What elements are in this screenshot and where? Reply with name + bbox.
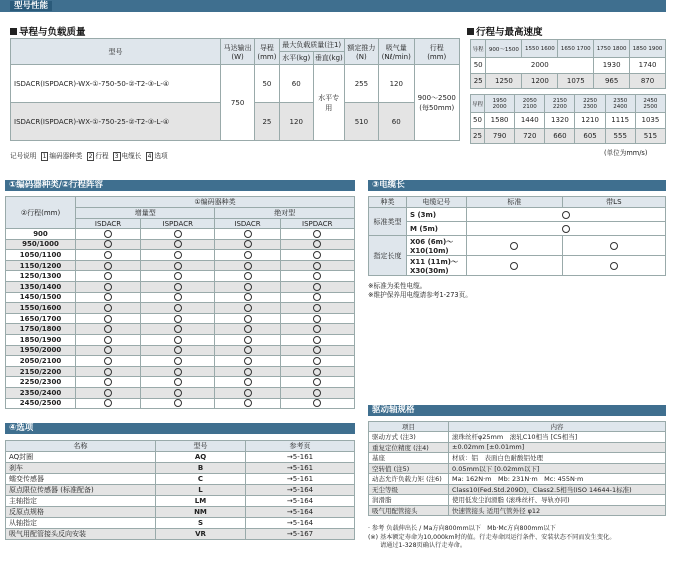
stroke-cell: 1950/2000 xyxy=(6,345,76,356)
table-row xyxy=(6,324,355,335)
circle-icon xyxy=(174,293,182,301)
option-page: →5-167 xyxy=(246,529,355,540)
drive-content: 滚珠丝杆φ25mm 滚轧C10相当 [C5相当] xyxy=(449,432,666,443)
speed-table-1 xyxy=(470,39,666,89)
option-name: 原点限位传感器 (标准配备) xyxy=(6,485,156,496)
stroke-cell: 1550/1600 xyxy=(6,303,76,314)
circle-icon xyxy=(244,399,252,407)
cable-notes: ※标准为柔性电缆。 ※维护保养用电缆请参考1-273页。 xyxy=(368,282,472,299)
option-code: L xyxy=(156,485,246,496)
table-row xyxy=(6,250,355,261)
circle-icon xyxy=(174,272,182,280)
circle-icon xyxy=(510,262,518,270)
vert-cell: 水平专用 xyxy=(313,65,344,141)
circle-icon xyxy=(244,315,252,323)
circle-icon xyxy=(104,336,112,344)
col-maxload: 最大负载质量(注1) xyxy=(279,39,344,52)
circle-icon xyxy=(313,315,321,323)
drive-item: 动态允许负载力矩 (注6) xyxy=(369,474,449,485)
table-row xyxy=(369,474,666,485)
vac-cell: 60 xyxy=(379,103,415,141)
table-row: 25 1250 1200 1075 965 870 xyxy=(471,73,666,89)
circle-icon xyxy=(244,240,252,248)
circle-icon xyxy=(244,368,252,376)
drive-table: 项目 内容 驱动方式 (注3) 滚珠丝杆φ25mm 滚轧C10相当 [C5相当] 重复定位精度 (注4) ±0.02mm [±0.01mm] 基座 材质：铝 表面白色耐酸铝处理 空转值 (注5) 0.05mm以下 [0.02mm以下] 动态允许负载力矩 (注6) Ma: 162N·m Mb: 231N·m Mc: 455N·m 无尘等级 Class10(Fed.Std.209D)、Class2.5相当(ISO 14644-1标准) 润滑脂 使用低发尘润滑脂 (滚珠丝杆、导轨亦同) 吸气用配管接头 快速管接头 适用气管外径 φ12 xyxy=(368,421,666,516)
page-title-bar xyxy=(0,0,666,12)
circle-icon xyxy=(104,399,112,407)
circle-icon xyxy=(104,251,112,259)
stroke-cell: 1450/1500 xyxy=(6,292,76,303)
option-code: S xyxy=(156,518,246,529)
option-code: C xyxy=(156,474,246,485)
circle-icon xyxy=(104,315,112,323)
option-page: →5-161 xyxy=(246,463,355,474)
enc-heading: ①编码器种类/②行程阵容 xyxy=(5,180,355,191)
table-row xyxy=(369,442,666,453)
drive-item: 吸气用配管接头 xyxy=(369,505,449,516)
option-code: NM xyxy=(156,507,246,518)
table-row xyxy=(6,229,355,240)
col-model: 型号 xyxy=(11,39,221,65)
drive-content: 材质：铝 表面白色耐酸铝处理 xyxy=(449,453,666,464)
table-row xyxy=(6,239,355,250)
table-row xyxy=(6,518,355,529)
stroke-cell: 1650/1700 xyxy=(6,313,76,324)
circle-icon xyxy=(244,293,252,301)
circle-icon xyxy=(174,251,182,259)
table-row: M (5m) xyxy=(369,222,666,236)
drive-content: Ma: 162N·m Mb: 231N·m Mc: 455N·m xyxy=(449,474,666,485)
table-row xyxy=(6,366,355,377)
circle-icon xyxy=(104,357,112,365)
table-row xyxy=(6,507,355,518)
option-name: 反原点规格 xyxy=(6,507,156,518)
table-row xyxy=(6,292,355,303)
cable-heading: ③电缆长 xyxy=(368,180,666,191)
circle-icon xyxy=(174,378,182,386)
col-stroke: 行程 (mm) xyxy=(414,39,460,65)
horiz-cell: 120 xyxy=(279,103,313,141)
drive-content: 使用低发尘润滑脂 (滚珠丝杆、导轨亦同) xyxy=(449,495,666,506)
speed-head: 1850 1900 xyxy=(630,40,666,58)
stroke-cell: 900 xyxy=(6,229,76,240)
stroke-cell: 2350/2400 xyxy=(6,387,76,398)
circle-icon xyxy=(244,272,252,280)
circle-icon xyxy=(174,240,182,248)
speed-head: 1650 1700 xyxy=(558,40,594,58)
motor-cell: 750 xyxy=(221,65,255,141)
cable-table: 种类 电缆记号 标准 带LS 标准类型 S (3m) M (5m) 指定长度 X06 (6m)～X10(10m) X11 (11m)～X30(30m) xyxy=(368,196,666,276)
circle-icon xyxy=(244,357,252,365)
circle-icon xyxy=(174,399,182,407)
circle-icon xyxy=(174,357,182,365)
vac-cell: 120 xyxy=(379,65,415,103)
option-name: 蠕变传感器 xyxy=(6,474,156,485)
speed-head: 导程 xyxy=(471,40,486,58)
col-lead: 导程 (mm) xyxy=(255,39,279,65)
circle-icon xyxy=(174,230,182,238)
table-row: 标准类型 S (3m) xyxy=(369,208,666,222)
speed-table-2: 导程 1950 2000 2050 2100 2150 2200 2250 2300 2350 2400 2450 2500 50 1580 1440 1320 1210 1115 1035 25 790 720 660 605 555 515 xyxy=(470,94,666,144)
option-page: →5-161 xyxy=(246,452,355,463)
table-row: X11 (11m)～X30(30m) xyxy=(369,256,666,276)
speed-unit: (单位为mm/s) xyxy=(604,149,648,157)
col-vac: 吸气量 (Nℓ/min) xyxy=(379,39,415,65)
option-page: →5-164 xyxy=(246,518,355,529)
circle-icon xyxy=(313,357,321,365)
option-name: 刹车 xyxy=(6,463,156,474)
circle-icon xyxy=(313,325,321,333)
circle-icon xyxy=(313,262,321,270)
circle-icon xyxy=(244,230,252,238)
circle-icon xyxy=(313,272,321,280)
circle-icon xyxy=(244,251,252,259)
circle-icon xyxy=(174,262,182,270)
circle-icon xyxy=(174,325,182,333)
drive-notes: · 参考 负载伸出长 / Ma方向800mm以下 Mb·Mc方向800mm以下 (※) 基本额定寿命为10,000km时的值。行走寿命因运行条件、安装状态不同而发生变化。 请通过1-328页确认行走寿命。 xyxy=(368,525,616,549)
circle-icon xyxy=(174,368,182,376)
circle-icon xyxy=(104,325,112,333)
circle-icon xyxy=(174,304,182,312)
square-bullet-icon xyxy=(10,28,17,35)
stroke-cell: 2250/2300 xyxy=(6,377,76,388)
drive-item: 空转值 (注5) xyxy=(369,463,449,474)
table-row xyxy=(6,345,355,356)
stroke-cell: 1350/1400 xyxy=(6,281,76,292)
table-row xyxy=(6,529,355,540)
circle-icon xyxy=(610,242,618,250)
stroke-cell: 2450/2500 xyxy=(6,398,76,409)
circle-icon xyxy=(174,389,182,397)
stroke-cell: 1750/1800 xyxy=(6,324,76,335)
speed-head: 900～1500 xyxy=(486,40,522,58)
option-name: 吸气用配管接头反向安装 xyxy=(6,529,156,540)
option-name: AQ封圈 xyxy=(6,452,156,463)
thrust-cell: 255 xyxy=(344,65,378,103)
table-row xyxy=(369,432,666,443)
circle-icon xyxy=(313,251,321,259)
option-code: AQ xyxy=(156,452,246,463)
circle-icon xyxy=(104,368,112,376)
speed-head: 1750 1800 xyxy=(594,40,630,58)
table-row xyxy=(6,387,355,398)
circle-icon xyxy=(313,240,321,248)
stroke-cell: 2150/2200 xyxy=(6,366,76,377)
circle-icon xyxy=(104,304,112,312)
col-thrust: 额定推力 (N) xyxy=(344,39,378,65)
circle-icon xyxy=(244,283,252,291)
table-row xyxy=(369,463,666,474)
option-code: B xyxy=(156,463,246,474)
circle-icon xyxy=(244,262,252,270)
thrust-cell: 510 xyxy=(344,103,378,141)
model-cell: ISDACR(ISPDACR)-WX-①-750-25-②-T2-③-L-④ xyxy=(11,103,221,141)
table-row: 指定长度 X06 (6m)～X10(10m) xyxy=(369,236,666,256)
option-code: LM xyxy=(156,496,246,507)
table-row xyxy=(6,398,355,409)
perf-table xyxy=(10,38,460,141)
enc-col: ①编码器种类 xyxy=(76,197,355,208)
circle-icon xyxy=(244,346,252,354)
circle-icon xyxy=(313,230,321,238)
circle-icon xyxy=(174,315,182,323)
table-row xyxy=(6,356,355,367)
table-row xyxy=(6,313,355,324)
circle-icon xyxy=(174,283,182,291)
page-title: 型号性能 xyxy=(10,1,52,11)
table-row xyxy=(6,334,355,345)
speed-heading: 行程与最高速度 xyxy=(467,24,543,38)
stroke-cell: 1250/1300 xyxy=(6,271,76,282)
options-table: 名称 型号 参考页 AQ封圈 AQ →5-161 刹车 B →5-161 蠕变传感器 C →5-161 原点限位传感器 (标准配备) L →5-164 主轴指定 LM →5-164 反原点规格 NM →5-164 从轴指定 S →5-164 吸气用配管接头反向安装 VR →5-167 xyxy=(5,440,355,540)
circle-icon xyxy=(313,346,321,354)
horiz-cell: 60 xyxy=(279,65,313,103)
stroke-col: ②行程(mm) xyxy=(6,197,76,229)
stroke-cell: 900～2500 (每50mm) xyxy=(414,65,460,141)
circle-icon xyxy=(104,378,112,386)
circle-icon xyxy=(313,304,321,312)
table-row xyxy=(6,452,355,463)
stroke-cell: 1050/1100 xyxy=(6,250,76,261)
circle-icon xyxy=(244,389,252,397)
circle-icon xyxy=(104,262,112,270)
table-row xyxy=(6,271,355,282)
table-row: 50 2000 1930 1740 xyxy=(471,58,666,74)
table-row xyxy=(6,260,355,271)
circle-icon xyxy=(313,399,321,407)
stroke-cell: 1150/1200 xyxy=(6,260,76,271)
circle-icon xyxy=(104,293,112,301)
drive-item: 基座 xyxy=(369,453,449,464)
drive-item: 无尘等级 xyxy=(369,484,449,495)
col-motor: 马达输出 (W) xyxy=(221,39,255,65)
lead-cell: 25 xyxy=(255,103,279,141)
circle-icon xyxy=(174,346,182,354)
model-cell: ISDACR(ISPDACR)-WX-①-750-50-②-T2-③-L-④ xyxy=(11,65,221,103)
stroke-cell: 950/1000 xyxy=(6,239,76,250)
table-row xyxy=(369,484,666,495)
circle-icon xyxy=(313,378,321,386)
table-row: 25 790 720 660 605 555 515 xyxy=(471,128,666,144)
options-heading: ④选项 xyxy=(5,423,355,434)
circle-icon xyxy=(313,283,321,291)
table-row xyxy=(6,496,355,507)
drive-content: ±0.02mm [±0.01mm] xyxy=(449,442,666,453)
option-name: 主轴指定 xyxy=(6,496,156,507)
circle-icon xyxy=(244,378,252,386)
lead-cell: 50 xyxy=(255,65,279,103)
option-page: →5-164 xyxy=(246,507,355,518)
table-row xyxy=(6,303,355,314)
circle-icon xyxy=(244,325,252,333)
drive-content: 0.05mm以下 [0.02mm以下] xyxy=(449,463,666,474)
table-row xyxy=(369,495,666,506)
circle-icon xyxy=(313,336,321,344)
drive-item: 润滑脂 xyxy=(369,495,449,506)
col-horiz: 水平(kg) xyxy=(279,52,313,65)
square-bullet-icon xyxy=(467,28,474,35)
drive-item: 驱动方式 (注3) xyxy=(369,432,449,443)
speed-head: 1550 1600 xyxy=(522,40,558,58)
circle-icon xyxy=(104,346,112,354)
circle-icon xyxy=(313,389,321,397)
table-row xyxy=(369,453,666,464)
circle-icon xyxy=(510,242,518,250)
circle-icon xyxy=(104,240,112,248)
circle-icon xyxy=(104,389,112,397)
table-row xyxy=(11,65,460,103)
table-row xyxy=(6,474,355,485)
option-name: 从轴指定 xyxy=(6,518,156,529)
table-row xyxy=(369,505,666,516)
drive-heading: 驱动轴规格 xyxy=(368,405,666,416)
table-row xyxy=(6,281,355,292)
circle-icon xyxy=(562,225,570,233)
stroke-cell: 1850/1900 xyxy=(6,334,76,345)
circle-icon xyxy=(104,230,112,238)
legend: 记号说明 1 编码器种类 2 行程 3 电缆长 4 选项 xyxy=(10,152,168,160)
circle-icon xyxy=(244,336,252,344)
stroke-cell: 2050/2100 xyxy=(6,356,76,367)
drive-content: 快速管接头 适用气管外径 φ12 xyxy=(449,505,666,516)
drive-content: Class10(Fed.Std.209D)、Class2.5相当(ISO 14644-1标准) xyxy=(449,484,666,495)
option-page: →5-164 xyxy=(246,485,355,496)
circle-icon xyxy=(104,283,112,291)
circle-icon xyxy=(313,368,321,376)
option-page: →5-161 xyxy=(246,474,355,485)
option-code: VR xyxy=(156,529,246,540)
circle-icon xyxy=(562,211,570,219)
circle-icon xyxy=(244,304,252,312)
enc-table: ②行程(mm) ①编码器种类 增量型 绝对型 ISDACR ISPDACR ISDACR ISPDACR 900 950/1000 1050/1100 1150/1200 1250/1300 1350/1400 1450/1500 1550/1600 1650/1700 1750/1800 1850/1900 1950/2000 2050/2100 2150/2200 2250/2300 2350/2400 2450/2500 xyxy=(5,196,355,409)
table-row xyxy=(6,463,355,474)
col-vert: 垂直(kg) xyxy=(313,52,344,65)
circle-icon xyxy=(610,262,618,270)
option-page: →5-164 xyxy=(246,496,355,507)
table-row xyxy=(6,485,355,496)
circle-icon xyxy=(313,293,321,301)
table-row xyxy=(6,377,355,388)
table-row: 50 1580 1440 1320 1210 1115 1035 xyxy=(471,113,666,129)
circle-icon xyxy=(174,336,182,344)
circle-icon xyxy=(104,272,112,280)
drive-item: 重复定位精度 (注4) xyxy=(369,442,449,453)
perf-heading: 导程与负载质量 xyxy=(10,24,86,38)
